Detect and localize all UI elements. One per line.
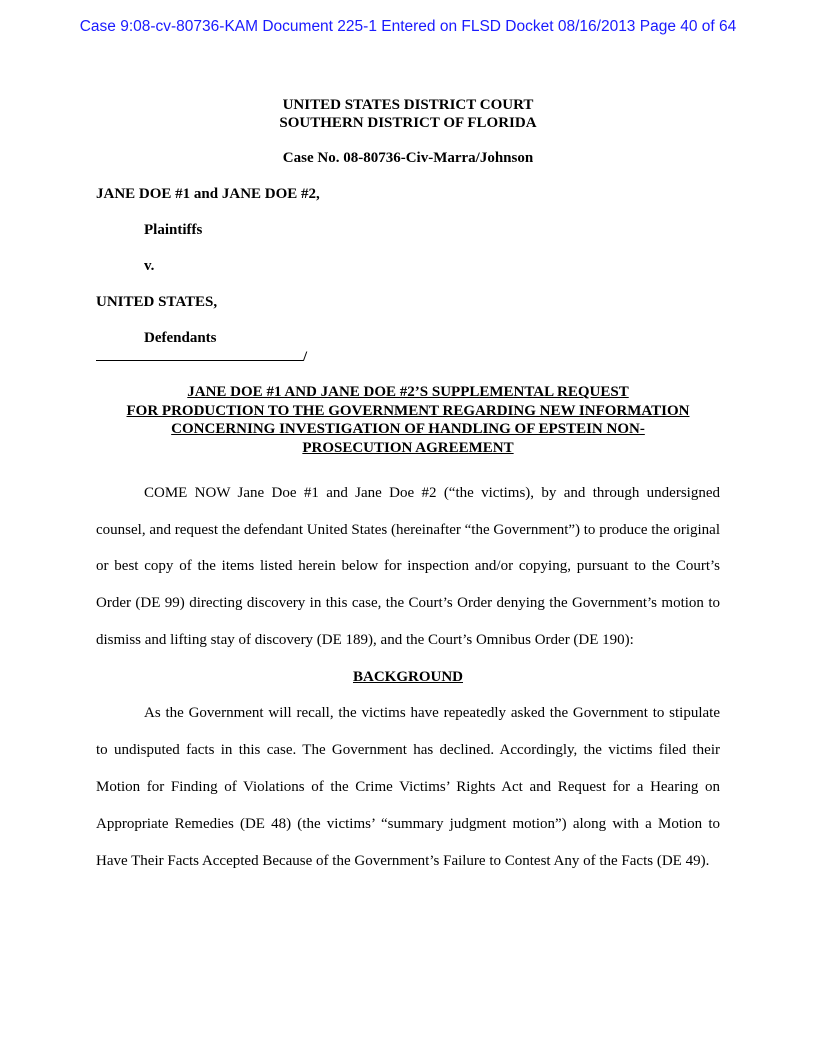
defendants-label: Defendants: [144, 330, 217, 346]
document-body: [96, 96, 720, 880]
court-name: UNITED STATES DISTRICT COURT: [282, 97, 534, 113]
plaintiffs-label: Plaintiffs: [144, 222, 203, 238]
case-number: Case No. 08-80736-Civ-Marra/Johnson: [282, 150, 534, 166]
title-line-1: JANE DOE #1 AND JANE DOE #2’S SUPPLEMENTAL REQUEST: [187, 384, 629, 400]
background-paragraph: As the Government will recall, the victims have repeatedly asked the Government to stipulate to undisputed facts in this case. The Government has declined. Accordingly, the victims filed their Motion for Finding of Violations of the Crime Victims’ Rights Act and Request for a Hearing on Appropriate Remedies (DE 48) (the victims’ “summary judgment motion”) along with a Motion to Have Their Facts Accepted Because of the Government’s Failure to Contest Any of the Facts (DE 49).: [96, 704, 720, 869]
background-heading: BACKGROUND: [352, 668, 463, 685]
versus-label: v.: [144, 258, 155, 274]
title-line-4: PROSECUTION AGREEMENT: [302, 439, 514, 456]
filing-stamp-text: Case 9:08-cv-80736-KAM Document 225-1 Entered on FLSD Docket 08/16/2013 Page 40 of 64: [79, 18, 737, 35]
defendant-name: UNITED STATES,: [96, 294, 218, 310]
caption-underline: [96, 347, 303, 361]
court-district: SOUTHERN DISTRICT OF FLORIDA: [279, 115, 537, 131]
plaintiffs-names: JANE DOE #1 and JANE DOE #2,: [96, 186, 320, 202]
caption-slash: /: [303, 349, 308, 365]
intro-paragraph: COME NOW Jane Doe #1 and Jane Doe #2 (“the victims), by and through undersigned counsel, and request the defendant United States (hereinafter “the Government”) to produce the original or best copy of the items listed herein below for inspection and/or copying, pursuant to the Court’s Order (DE 99) directing discovery in this case, the Court’s Order denying the Government’s motion to dismiss and lifting stay of discovery (DE 189), and the Court’s Omnibus Order (DE 190):: [96, 485, 720, 648]
court-header: [96, 96, 720, 132]
title-line-3: CONCERNING INVESTIGATION OF HANDLING OF EPSTEIN NON-: [171, 421, 645, 437]
court-filing-stamp: [0, 18, 816, 35]
document-title: [96, 383, 720, 457]
case-caption: [96, 185, 720, 366]
title-line-2: FOR PRODUCTION TO THE GOVERNMENT REGARDING NEW INFORMATION: [126, 402, 690, 419]
caption-rule: [96, 347, 720, 366]
